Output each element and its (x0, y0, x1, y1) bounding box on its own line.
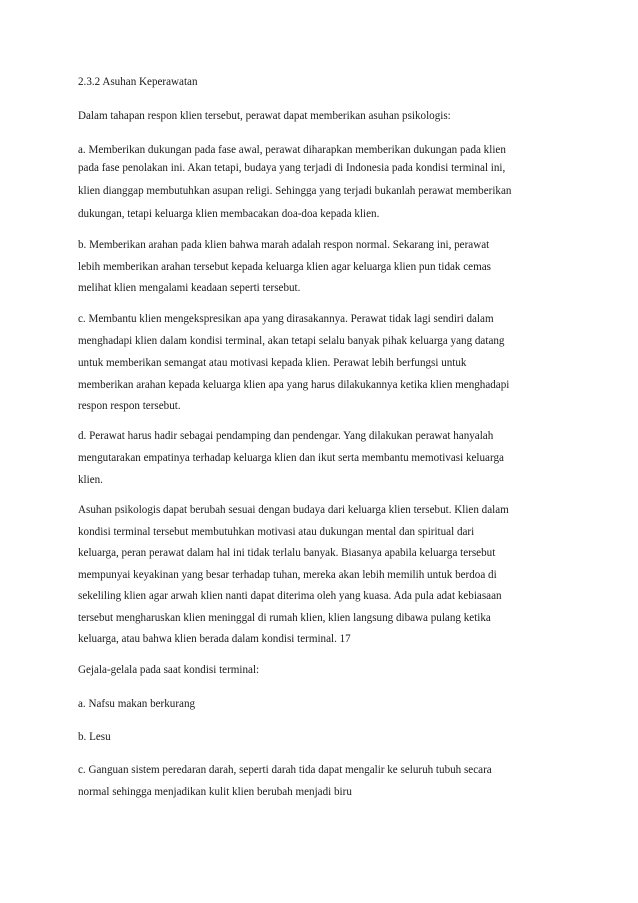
paragraph-line: melihat klien mengalami keadaan seperti tersebut. (78, 282, 301, 294)
paragraph-line: klien. (78, 474, 103, 486)
paragraph-line: sekeliling klien agar arwah klien nanti dapat diterima oleh yang kuasa. Ada pula adat kebiasaan (78, 590, 502, 602)
paragraph-line: respon respon tersebut. (78, 400, 181, 412)
paragraph-line: d. Perawat harus hadir sebagai pendamping dan pendengar. Yang dilakukan perawat hanyalah (78, 430, 494, 442)
paragraph-line: klien dianggap membutuhkan asupan religi. Sehingga yang terjadi bukanlah perawat memberikan (78, 185, 512, 197)
paragraph-line: a. Memberikan dukungan pada fase awal, perawat diharapkan memberikan dukungan pada klien (78, 144, 506, 156)
paragraph-line: Asuhan psikologis dapat berubah sesuai dengan budaya dari keluarga klien tersebut. Klien dalam (78, 504, 509, 516)
paragraph-line: mengutarakan empatinya terhadap keluarga klien dan ikut serta membantu memotivasi keluarga (78, 452, 504, 464)
paragraph-line: lebih memberikan arahan tersebut kepada keluarga klien agar keluarga klien pun tidak cemas (78, 261, 491, 273)
paragraph-line: keluarga, peran perawat dalam hal ini tidak terlalu banyak. Biasanya apabila keluarga tersebut (78, 547, 496, 559)
paragraph-line: c. Membantu klien mengekspresikan apa yang dirasakannya. Perawat tidak lagi sendiri dalam (78, 313, 494, 325)
paragraph-line: kondisi terminal tersebut membutuhkan motivasi atau dukungan mental dan spiritual dari (78, 526, 475, 538)
paragraph-line: tersebut mengharuskan klien meninggal di rumah klien, klien langsung dibawa pulang ketika (78, 612, 491, 624)
intro-text: Dalam tahapan respon klien tersebut, perawat dapat memberikan asuhan psikologis: (78, 110, 451, 122)
paragraph-line: pada fase penolakan ini. Akan tetapi, budaya yang terjadi di Indonesia pada kondisi terminal ini, (78, 162, 506, 174)
paragraph-line: b. Memberikan arahan pada klien bahwa marah adalah respon normal. Sekarang ini, perawat (78, 239, 490, 251)
paragraph-line: dukungan, tetapi keluarga klien membacakan doa-doa kepada klien. (78, 208, 380, 220)
paragraph-line: normal sehingga menjadikan kulit klien berubah menjadi biru (78, 786, 352, 798)
paragraph-line: memberikan arahan kepada keluarga klien apa yang harus dilakukannya ketika klien menghadapi (78, 379, 510, 391)
paragraph-line: untuk memberikan semangat atau motivasi kepada klien. Perawat lebih berfungsi untuk (78, 357, 467, 369)
symptom-item: b. Lesu (78, 731, 111, 743)
paragraph-line: menghadapi klien dalam kondisi terminal, akan tetapi selalu banyak pihak keluarga yang datang (78, 335, 505, 347)
symptom-item: a. Nafsu makan berkurang (78, 698, 196, 710)
paragraph-line: mempunyai keyakinan yang besar terhadap tuhan, mereka akan lebih memilih untuk berdoa di (78, 569, 497, 581)
paragraph-line: keluarga, atau bahwa klien berada dalam kondisi terminal. 17 (78, 633, 351, 645)
symptoms-heading: Gejala-gelala pada saat kondisi terminal: (78, 664, 260, 676)
section-heading: 2.3.2 Asuhan Keperawatan (78, 76, 198, 88)
paragraph-line: c. Ganguan sistem peredaran darah, seperti darah tida dapat mengalir ke seluruh tubuh secara (78, 764, 492, 776)
